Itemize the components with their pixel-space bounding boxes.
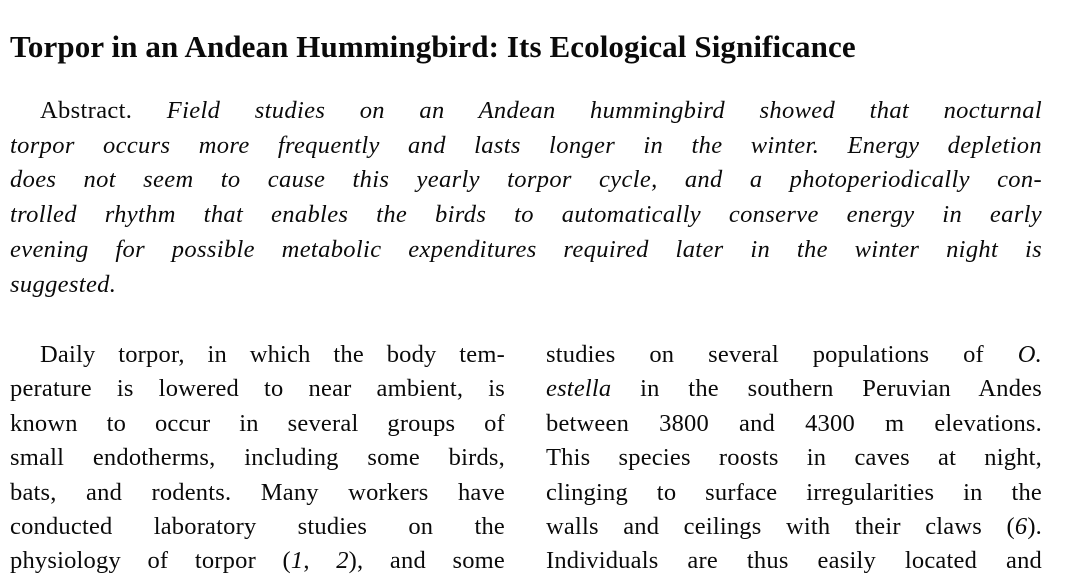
body-column-left xyxy=(10,338,505,578)
body-text: , xyxy=(303,547,337,575)
body-line: perature is lowered to near ambient, is xyxy=(10,375,505,403)
body-line xyxy=(10,544,505,578)
citation-ref: 1 xyxy=(290,547,304,575)
body-line: small endotherms, including some birds, xyxy=(10,444,505,472)
abstract-line: suggested. xyxy=(10,270,117,298)
body-line: This species roosts in caves at night, xyxy=(546,444,1042,472)
body-line: Individuals are thus easily located and xyxy=(546,547,1042,575)
abstract-line xyxy=(10,94,1042,129)
body-line: between 3800 and 4300 m elevations. xyxy=(546,409,1042,437)
body-text: physiology of torpor ( xyxy=(10,547,291,575)
body-text: in the southern Peruvian Andes xyxy=(611,375,1042,403)
body-line: Daily torpor, in which the body tem- xyxy=(40,341,505,368)
abstract-line: evening for possible metabolic expenditures required later in the winter night is xyxy=(10,235,1042,263)
body-line: clinging to surface irregularities in the xyxy=(546,478,1042,506)
abstract xyxy=(10,94,1042,302)
abstract-text: Field studies on an Andean hummingbird showed that nocturnal xyxy=(166,97,1042,124)
abstract-line: trolled rhythm that enables the birds to automatically conserve energy in early xyxy=(10,201,1042,229)
body-text: ). xyxy=(1027,513,1042,541)
body-text: ), and some xyxy=(348,547,505,575)
article-title: Torpor in an Andean Hummingbird: Its Ecological Significance xyxy=(10,29,856,64)
body-column-right xyxy=(546,338,1042,578)
abstract-line: does not seem to cause this yearly torpor cycle, and a photoperiodically con- xyxy=(10,166,1042,194)
body-line: bats, and rodents. Many workers have xyxy=(10,478,505,506)
body-line xyxy=(546,372,1042,406)
body-text: walls and ceilings with their claws ( xyxy=(546,513,1015,541)
citation-ref: 6 xyxy=(1014,513,1028,541)
citation-ref: 2 xyxy=(336,547,349,575)
abstract-label: Abstract. xyxy=(40,97,133,124)
abstract-line: torpor occurs more frequently and lasts longer in the winter. Energy depletion xyxy=(10,131,1042,159)
body-line: conducted laboratory studies on the xyxy=(10,513,505,541)
species-genus: O. xyxy=(1017,341,1042,368)
body-line xyxy=(546,338,1042,372)
body-text: studies on several populations of xyxy=(546,341,1018,368)
body-line xyxy=(546,510,1042,544)
body-line: known to occur in several groups of xyxy=(10,409,505,437)
species-name: estella xyxy=(546,375,612,403)
